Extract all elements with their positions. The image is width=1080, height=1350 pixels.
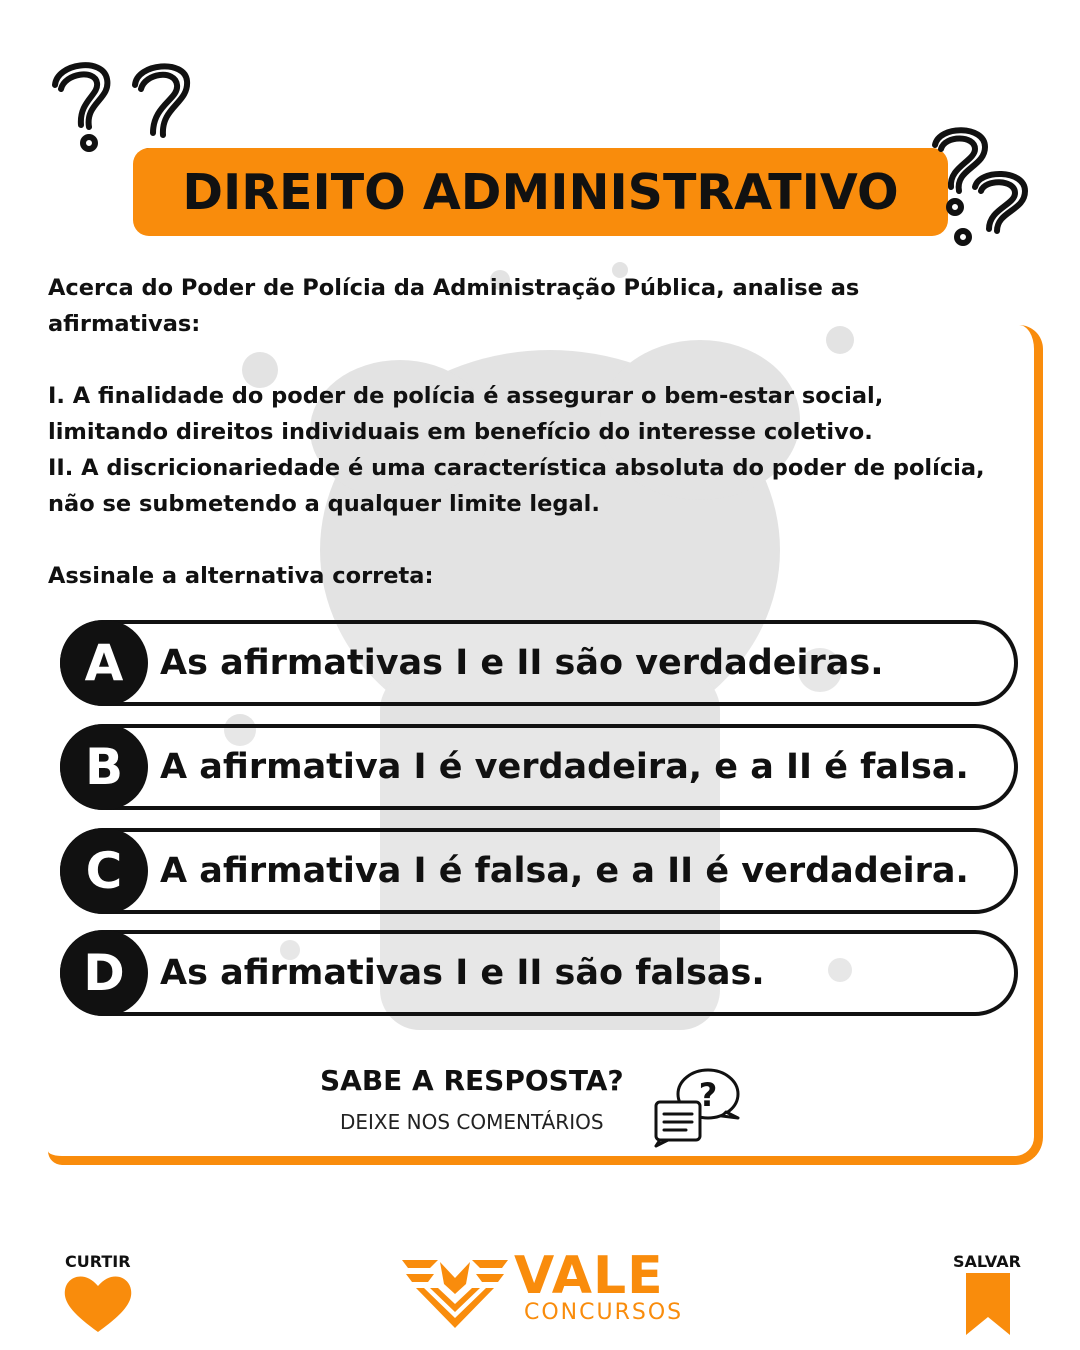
question-prompt: Assinale a alternativa correta: xyxy=(48,563,434,589)
page-title: DIREITO ADMINISTRATIVO xyxy=(182,163,899,221)
option-d-text: As afirmativas I e II são falsas. xyxy=(160,953,765,993)
question-marks-right-icon xyxy=(925,125,1035,250)
logo-subtitle: CONCURSOS xyxy=(524,1300,684,1325)
option-b[interactable] xyxy=(60,724,1018,810)
option-b-text: A afirmativa I é verdadeira, e a II é falsa. xyxy=(160,747,969,787)
title-banner xyxy=(133,148,948,236)
option-c-text: A afirmativa I é falsa, e a II é verdadeira. xyxy=(160,851,969,891)
option-c[interactable] xyxy=(60,828,1018,914)
statement-1-line-2: limitando direitos individuais em benefício do interesse coletivo. xyxy=(48,419,873,445)
bookmark-icon[interactable] xyxy=(966,1273,1010,1335)
statement-2-line-1: II. A discricionariedade é uma característica absoluta do poder de polícia, xyxy=(48,455,985,481)
question-intro-line-1: Acerca do Poder de Polícia da Administração Pública, analise as xyxy=(48,275,860,301)
option-a-letter: A xyxy=(60,620,148,706)
svg-text:?: ? xyxy=(698,1076,718,1114)
question-intro-line-2: afirmativas: xyxy=(48,311,201,337)
option-b-letter: B xyxy=(60,724,148,810)
vale-concursos-logo xyxy=(400,1246,690,1332)
option-c-letter: C xyxy=(60,828,148,914)
statement-1-line-1: I. A finalidade do poder de polícia é assegurar o bem-estar social, xyxy=(48,383,884,409)
question-text xyxy=(48,270,1048,594)
heart-icon[interactable] xyxy=(63,1272,133,1334)
cta-subtitle: DEIXE NOS COMENTÁRIOS xyxy=(340,1110,604,1134)
cta-title: SABE A RESPOSTA? xyxy=(320,1064,624,1097)
option-a-text: As afirmativas I e II são verdadeiras. xyxy=(160,643,884,683)
logo-word: VALE xyxy=(514,1246,664,1306)
option-a[interactable] xyxy=(60,620,1018,706)
save-label: SALVAR xyxy=(953,1252,1021,1271)
like-label: CURTIR xyxy=(65,1252,131,1271)
statement-2-line-2: não se submetendo a qualquer limite legal. xyxy=(48,491,600,517)
chat-question-icon xyxy=(652,1066,742,1148)
option-d-letter: D xyxy=(60,930,148,1016)
option-d[interactable] xyxy=(60,930,1018,1016)
logo-mark-icon xyxy=(400,1254,510,1332)
